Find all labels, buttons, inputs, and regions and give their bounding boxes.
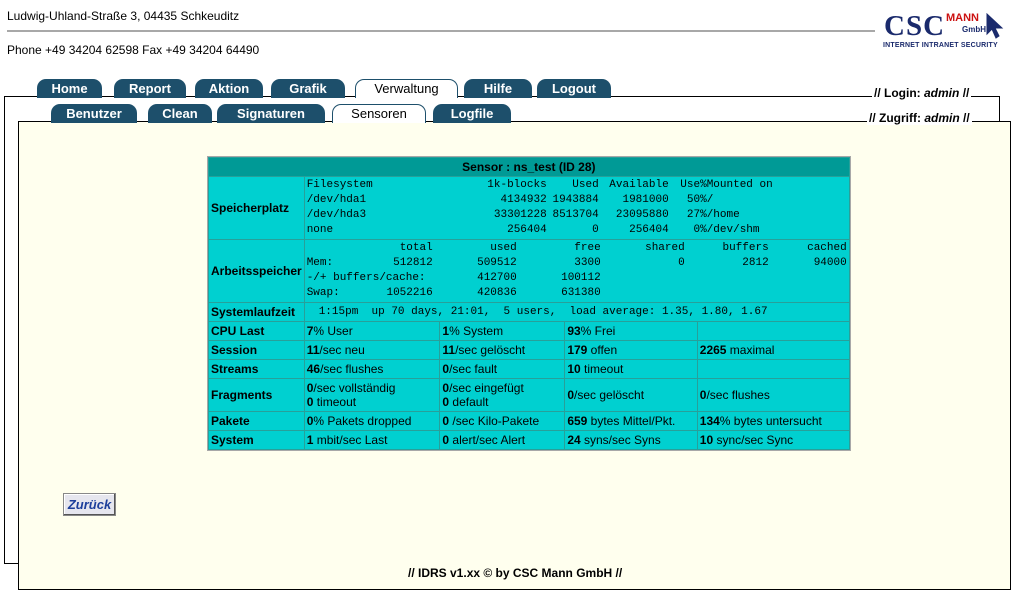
fs-cell: 23095880 (615, 209, 669, 221)
mem-cell: 420836 (477, 287, 517, 299)
stat-unit: /sec flushes (706, 388, 770, 402)
mem-line (307, 256, 847, 271)
mem-cell (769, 271, 847, 286)
stat-cell (565, 412, 696, 430)
subtab-signaturen[interactable]: Signaturen (217, 104, 325, 123)
csc-logo (882, 8, 1010, 54)
company-address: Ludwig-Uhland-Straße 3, 04435 Schkeuditz (7, 9, 240, 23)
tab-logout[interactable]: Logout (537, 79, 611, 98)
sensor-title-row (209, 158, 849, 176)
mem-cell: 100112 (561, 272, 601, 284)
tab-grafik[interactable]: Grafik (271, 79, 345, 98)
arbeitsspeicher-row (209, 240, 849, 302)
subtab-sensoren[interactable]: Sensoren (332, 104, 426, 123)
subtab-clean[interactable]: Clean (148, 104, 212, 123)
stat-cell (305, 431, 440, 449)
stat-cell (305, 360, 440, 378)
fs-cell: /dev/hda1 (306, 194, 367, 206)
speicherplatz-label: Speicherplatz (209, 177, 304, 239)
stat-unit: bytes Mittel/Pkt. (587, 414, 676, 428)
fs-cell: 27% (686, 209, 707, 221)
mem-cell: cached (807, 242, 847, 254)
fs-cell: 4134932 (500, 194, 547, 206)
stat-unit: /sec eingefügt (449, 381, 524, 395)
mem-cell: 1052216 (386, 287, 433, 299)
stat-row (209, 379, 849, 411)
stat-value: 46 (306, 362, 321, 376)
mem-cell: Mem: (306, 257, 334, 269)
access-info: // Zugriff: admin // (869, 111, 970, 125)
stat-cell (698, 341, 849, 359)
fs-cell: Mounted on (706, 179, 773, 191)
stat-cell (440, 379, 564, 411)
fs-cell: 8513704 (552, 209, 599, 221)
stat-label: System (209, 431, 304, 449)
stat-unit: alert/sec Alert (449, 433, 526, 447)
stat-cell (440, 431, 564, 449)
fs-cell: 256404 (507, 224, 547, 236)
logo-mann: MANN (946, 12, 979, 24)
back-button[interactable]: Zurück (63, 493, 116, 516)
stat-unit: % User (313, 324, 353, 338)
stat-cell (565, 431, 696, 449)
stat-cell (440, 360, 564, 378)
stat-value: 1 (442, 324, 450, 338)
stat-unit: timeout (580, 362, 624, 376)
mem-cell: Swap: (306, 287, 340, 299)
stat-label: Fragments (209, 379, 304, 411)
stat-cell (565, 322, 696, 340)
stat-value: 11 (442, 343, 456, 357)
mem-line (307, 286, 847, 301)
mem-cell: 2812 (742, 257, 769, 269)
stat-unit: sync/sec Sync (713, 433, 794, 447)
mem-cell: 94000 (813, 257, 847, 269)
stat-label: CPU Last (209, 322, 304, 340)
stat-row (209, 341, 849, 359)
mem-cell: buffers (722, 242, 769, 254)
subtab-benutzer[interactable]: Benutzer (51, 104, 137, 123)
stat-unit: maximal (726, 343, 775, 357)
stat-label: Streams (209, 360, 304, 378)
mem-cell: 512812 (393, 257, 433, 269)
fs-cell: Used (572, 179, 599, 191)
stat-value: 1 (306, 433, 314, 447)
logo-tagline: INTERNET INTRANET SECURITY (883, 42, 998, 49)
fs-cell: 1k-blocks (487, 179, 547, 191)
stat-value: 2265 (699, 343, 727, 357)
company-phone: Phone +49 34204 62598 Fax +49 34204 64490 (7, 43, 260, 57)
mem-cell (601, 271, 685, 286)
stat-unit: % Frei (580, 324, 616, 338)
access-user: admin (924, 111, 960, 125)
stat-label: Pakete (209, 412, 304, 430)
fs-cell: /dev/shm (706, 224, 760, 236)
stat-unit: /sec Kilo-Pakete (449, 414, 540, 428)
stat-row (209, 431, 849, 449)
fs-cell: 0% (693, 224, 707, 236)
fs-cell: 1981000 (622, 194, 669, 206)
stat-cell (565, 360, 696, 378)
sub-nav (0, 104, 860, 123)
stat-cell (698, 379, 849, 411)
systemlaufzeit-row (209, 303, 849, 321)
fs-cell: Use% (680, 179, 707, 191)
fs-cell: 50% (686, 194, 707, 206)
stat-value: 0 (306, 414, 314, 428)
stat-unit: % bytes untersucht (719, 414, 822, 428)
arbeitsspeicher-label: Arbeitsspeicher (209, 240, 304, 302)
subtab-logfile[interactable]: Logfile (433, 104, 511, 123)
stat-value: 659 (567, 414, 588, 428)
stat-cell (698, 412, 849, 430)
stat-cell (440, 341, 564, 359)
login-user: admin (924, 86, 960, 100)
stat-label: Session (209, 341, 304, 359)
mem-cell (769, 286, 847, 301)
stat-cell (305, 412, 440, 430)
main-nav (0, 79, 860, 98)
fs-cell: 0 (592, 224, 599, 236)
stat-value: 0 (442, 362, 450, 376)
stat-value: 179 (567, 343, 588, 357)
tab-verwaltung[interactable]: Verwaltung (355, 79, 458, 98)
stat-cell (305, 341, 440, 359)
fs-cell: /home (706, 209, 740, 221)
stat-cell (698, 322, 849, 340)
stat-unit: offen (587, 343, 618, 357)
stat-value: 0 (442, 395, 450, 409)
mem-line (307, 241, 847, 256)
tab-report[interactable]: Report (114, 79, 186, 98)
fs-line (307, 223, 847, 238)
tab-hilfe[interactable]: Hilfe (464, 79, 532, 98)
arbeitsspeicher-value (305, 240, 849, 302)
stat-unit: /sec gelöscht (574, 388, 645, 402)
stat-cell (698, 360, 849, 378)
stat-value: 0 (306, 395, 314, 409)
stat-value: 7 (306, 324, 314, 338)
logo-gmbh: GmbH (962, 25, 986, 34)
stat-unit: /sec neu (319, 343, 365, 357)
mem-cell: -/+ buffers/cache: (306, 272, 426, 284)
mem-cell: 631380 (561, 287, 601, 299)
stat-cell (440, 322, 564, 340)
stat-unit: % Pakets dropped (313, 414, 412, 428)
stat-cell (565, 379, 696, 411)
stat-value: 0 (442, 433, 450, 447)
footer-copyright: // IDRS v1.xx © by CSC Mann GmbH // (408, 566, 623, 580)
stat-cell (565, 341, 696, 359)
stat-unit: /sec flushes (320, 362, 384, 376)
stat-unit: timeout (313, 395, 357, 409)
fs-line (307, 208, 847, 223)
stat-unit: /sec fault (449, 362, 498, 376)
login-info: // Login: admin // (874, 86, 970, 100)
stat-cell (305, 322, 440, 340)
stat-unit: /sec vollständig (313, 381, 396, 395)
logo-cursor-icon (985, 13, 1005, 39)
stat-unit: % System (449, 324, 504, 338)
logo-csc: CSC (884, 10, 946, 42)
mem-cell: 3300 (574, 257, 601, 269)
stat-row (209, 412, 849, 430)
mem-cell: shared (645, 242, 685, 254)
systemlaufzeit-label: Systemlaufzeit (209, 303, 304, 321)
mem-cell (601, 286, 685, 301)
fs-cell: / (706, 194, 714, 206)
stat-value: 0 (442, 381, 450, 395)
stat-unit: /sec gelöscht (455, 343, 526, 357)
speicherplatz-value (305, 177, 849, 239)
fs-line (307, 193, 847, 208)
stat-cell (440, 412, 564, 430)
stat-unit: mbit/sec Last (313, 433, 388, 447)
fs-cell: 33301228 (493, 209, 547, 221)
fs-cell: Filesystem (306, 179, 373, 191)
fs-cell: Available (609, 179, 669, 191)
stat-value: 0 (306, 381, 314, 395)
stat-value: 0 (442, 414, 450, 428)
stat-cell (698, 431, 849, 449)
stat-value: 134 (699, 414, 720, 428)
fs-line (307, 178, 847, 193)
stat-row (209, 360, 849, 378)
sensor-table (207, 156, 851, 451)
systemlaufzeit-value: 1:15pm up 70 days, 21:01, 5 users, load average: 1.35, 1.80, 1.67 (305, 303, 849, 321)
mem-cell: total (399, 242, 433, 254)
stat-value: 0 (567, 388, 574, 402)
mem-cell: 0 (678, 257, 685, 269)
tab-home[interactable]: Home (37, 79, 102, 98)
stat-value: 10 (699, 433, 714, 447)
mem-cell: used (490, 242, 517, 254)
stat-cell (305, 379, 440, 411)
mem-cell: free (574, 242, 601, 254)
mem-cell: 509512 (477, 257, 517, 269)
stat-unit: default (449, 395, 489, 409)
fs-cell: none (306, 224, 334, 236)
stat-unit: syns/sec Syns (580, 433, 661, 447)
fs-cell: 256404 (629, 224, 669, 236)
stat-value: 93 (567, 324, 581, 338)
mem-line (307, 271, 847, 286)
stat-value: 10 (567, 362, 581, 376)
fs-cell: /dev/hda3 (306, 209, 367, 221)
stat-value: 0 (699, 388, 707, 402)
speicherplatz-row (209, 177, 849, 239)
sensor-title: Sensor : ns_test (ID 28) (209, 158, 849, 176)
stat-value: 24 (567, 433, 581, 447)
mem-cell (307, 241, 341, 256)
stat-value: 11 (306, 343, 320, 357)
fs-cell: 1943884 (552, 194, 599, 206)
mem-cell (685, 271, 769, 286)
stat-row (209, 322, 849, 340)
mem-cell (685, 286, 769, 301)
tab-aktion[interactable]: Aktion (195, 79, 263, 98)
header-divider (7, 30, 875, 32)
mem-cell: 412700 (477, 272, 517, 284)
